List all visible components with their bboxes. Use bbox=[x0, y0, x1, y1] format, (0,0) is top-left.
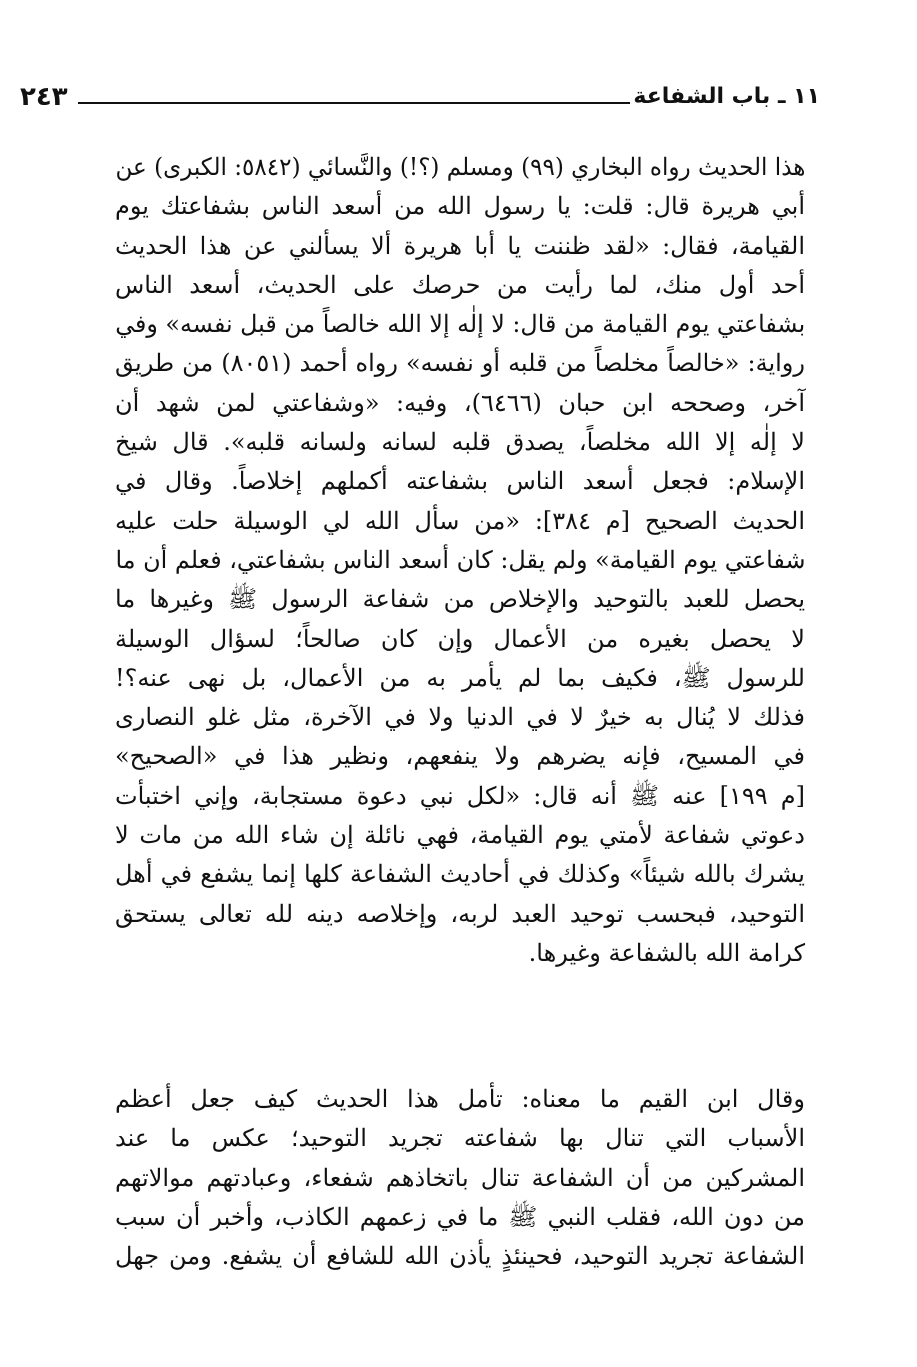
header-rule bbox=[78, 102, 630, 104]
text-line: يشرك بالله شيئاً» وكذلك في أحاديث الشفاعة كلها إنما يشفع في أهل bbox=[115, 860, 805, 889]
text-line: في المسيح، فإنه يضرهم ولا ينفعهم، ونظير هذا في «الصحيح» bbox=[115, 742, 805, 771]
text-line: الإسلام: فجعل أسعد الناس بشفاعته أكملهم إخلاصاً. وقال في bbox=[115, 467, 805, 496]
text-line: رواية: «خالصاً مخلصاً من قلبه أو نفسه» رواه أحمد (٨٠٥١) من طريق bbox=[115, 349, 805, 378]
text-line: شفاعتي يوم القيامة» ولم يقل: كان أسعد الناس بشفاعتي، فعلم أن ما bbox=[115, 545, 805, 574]
text-line: لا إلٰه إلا الله مخلصاً، يصدق قلبه لسانه ولسانه قلبه». قال شيخ bbox=[115, 428, 805, 457]
text-line: الحديث الصحيح [م ٣٨٤]: «من سأل الله لي الوسيلة حلت عليه bbox=[115, 506, 805, 535]
text-line: للرسول ﷺ، فكيف بما لم يأمر به من الأعمال، بل نهى عنه؟! bbox=[115, 663, 805, 692]
page-header bbox=[20, 82, 820, 122]
text-line: يحصل للعبد بالتوحيد والإخلاص من شفاعة الرسول ﷺ وغيرها ما bbox=[115, 585, 805, 614]
text-line: هذا الحديث رواه البخاري (٩٩) ومسلم (؟!) والنَّسائي (٥٨٤٢: الكبرى) عن bbox=[115, 153, 805, 181]
text-line: لا يحصل بغيره من الأعمال وإن كان صالحاً؛ لسؤال الوسيلة bbox=[115, 624, 805, 653]
text-line: القيامة، فقال: «لقد ظننت يا أبا هريرة ألا يسألني عن هذا الحديث bbox=[115, 231, 805, 260]
text-line: المشركين من أن الشفاعة تنال باتخاذهم شفعاء، وعبادتهم موالاتهم bbox=[115, 1163, 805, 1192]
paragraph-2 bbox=[115, 1080, 805, 1276]
text-line: [م ١٩٩] عنه ﷺ أنه قال: «لكل نبي دعوة مستجابة، وإني اختبأت bbox=[114, 781, 805, 810]
text-line: التوحيد، فبحسب توحيد العبد لربه، وإخلاصه دينه لله تعالى يستحق bbox=[115, 899, 805, 928]
text-line: وقال ابن القيم ما معناه: تأمل هذا الحديث كيف جعل أعظم bbox=[115, 1085, 805, 1113]
text-line: فذلك لا يُنال به خيرٌ لا في الدنيا ولا في الآخرة، مثل غلو النصارى bbox=[115, 703, 805, 732]
text-line: أحد أول منك، لما رأيت من حرصك على الحديث، أسعد الناس bbox=[115, 270, 805, 299]
chapter-title: ١١ ـ باب الشفاعة bbox=[633, 84, 820, 109]
text-line: كرامة الله بالشفاعة وغيرها. bbox=[528, 938, 805, 967]
text-line: دعوتي شفاعة لأمتي يوم القيامة، فهي نائلة إن شاء الله من مات لا bbox=[115, 821, 805, 850]
text-line: الأسباب التي تنال بها شفاعته تجريد التوحيد؛ عكس ما عند bbox=[115, 1124, 805, 1153]
text-line: آخر، وصححه ابن حبان (٦٤٦٦)، وفيه: «وشفاعتي لمن شهد أن bbox=[114, 388, 805, 417]
paragraph-1 bbox=[115, 148, 805, 973]
text-line: أبي هريرة قال: قلت: يا رسول الله من أسعد الناس بشفاعتك يوم bbox=[115, 192, 805, 221]
page-number: ٢٤٣ bbox=[20, 82, 68, 112]
text-line: من دون الله، فقلب النبي ﷺ ما في زعمهم الكاذب، وأخبر أن سبب bbox=[115, 1202, 805, 1231]
text-line: بشفاعتي يوم القيامة من قال: لا إلٰه إلا الله خالصاً من قبل نفسه» وفي bbox=[115, 310, 805, 339]
text-line: الشفاعة تجريد التوحيد، فحينئذٍ يأذن الله للشافع أن يشفع. ومن جهل bbox=[115, 1242, 805, 1271]
